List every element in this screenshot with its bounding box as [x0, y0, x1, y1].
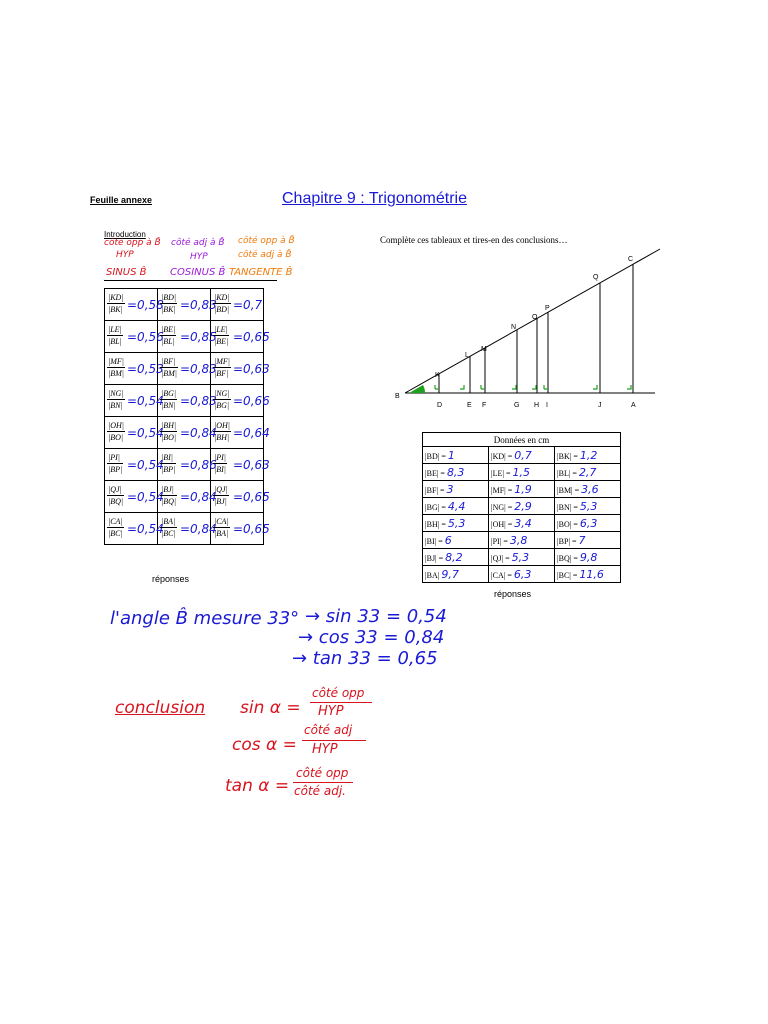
- ratio-numerator: |PI|: [214, 453, 226, 462]
- ratio-answer: =0,54: [127, 426, 164, 440]
- sin-formula-lhs: sin α =: [240, 698, 301, 718]
- cos-formula-den: HYP: [312, 742, 338, 757]
- ratio-answer: =0,65: [233, 522, 270, 536]
- ratio-fraction: [107, 324, 123, 347]
- ratio-numerator: |LE|: [108, 325, 122, 334]
- label-c: C: [628, 256, 634, 263]
- ratio-denominator: |BN|: [108, 401, 123, 410]
- ratio-cell: [158, 321, 217, 353]
- ratio-cell: [105, 353, 164, 385]
- ratio-numerator: |CA|: [214, 517, 229, 526]
- data-value: 1: [447, 448, 455, 462]
- tan-formula-lhs: tan α =: [225, 776, 290, 796]
- data-row: [423, 532, 621, 549]
- cos-header-bottom: HYP: [190, 252, 208, 262]
- ratio-numerator: |CA|: [108, 517, 123, 526]
- data-cell: [423, 481, 489, 498]
- sin-formula-num: côté opp: [312, 686, 365, 700]
- ratio-numerator: |BA|: [161, 517, 176, 526]
- data-row: [423, 481, 621, 498]
- data-table: [422, 432, 621, 583]
- data-label: |BN| =: [557, 502, 578, 512]
- cos-result: → cos 33 = 0,84: [298, 627, 445, 648]
- ratio-numerator: |BG|: [161, 389, 177, 398]
- ratio-cell: [105, 321, 164, 353]
- label-l: L: [465, 352, 469, 359]
- cos-formula-lhs: cos α =: [232, 735, 297, 755]
- ratio-denominator: |BF|: [214, 369, 229, 378]
- data-cell: [555, 532, 621, 549]
- ratio-answer: =0,63: [233, 362, 270, 376]
- ratio-denominator: |BL|: [161, 337, 175, 346]
- data-value: 11,6: [579, 567, 604, 581]
- ratio-fraction: [213, 452, 227, 475]
- ratio-denominator: |BC|: [108, 529, 123, 538]
- data-label: |BP| =: [557, 536, 577, 546]
- tan-formula-num: côté opp: [296, 766, 349, 780]
- ratio-numerator: |NG|: [108, 389, 124, 398]
- ratio-fraction: [213, 484, 229, 507]
- ratio-numerator: |LE|: [214, 325, 228, 334]
- data-label: |OH| =: [491, 519, 513, 529]
- label-g: G: [514, 402, 520, 409]
- data-value: 7: [578, 533, 586, 547]
- intro-label: Introduction: [104, 230, 146, 239]
- data-table-title: Données en cm: [423, 433, 621, 447]
- ratio-fraction: [160, 484, 177, 507]
- ratio-cell: [211, 417, 270, 449]
- data-cell: [555, 566, 621, 583]
- data-cell: [555, 515, 621, 532]
- cos-header-top: côté adj à B̂: [171, 238, 225, 248]
- data-label: |BM| =: [557, 485, 580, 495]
- data-label: |BC| =: [557, 570, 578, 580]
- ratio-fraction: [107, 388, 125, 411]
- ratio-denominator: |BJ|: [214, 497, 227, 506]
- sin-formula-den: HYP: [318, 704, 344, 719]
- label-o: O: [532, 314, 538, 321]
- data-value: 1,9: [514, 482, 532, 496]
- data-row: [423, 498, 621, 515]
- ratio-denominator: |BM|: [108, 369, 124, 378]
- ratio-denominator: |BM|: [161, 369, 177, 378]
- data-cell: [423, 566, 489, 583]
- label-j: J: [598, 402, 602, 409]
- ratio-row: [105, 289, 264, 321]
- ratio-fraction: [160, 324, 176, 347]
- ratio-answer: =0,83: [180, 298, 217, 312]
- data-label: |CA| =: [491, 570, 512, 580]
- label-q: Q: [593, 274, 599, 281]
- ratio-cell: [158, 385, 217, 417]
- sin-fraction-bar: [310, 702, 372, 703]
- ratio-answer: =0,83: [180, 394, 217, 408]
- ratio-row: [105, 417, 264, 449]
- ratio-row: [105, 449, 264, 481]
- data-value: 3,6: [581, 482, 599, 496]
- data-cell: [555, 447, 621, 464]
- ratio-answer: =0,84: [180, 522, 217, 536]
- ratio-numerator: |MF|: [214, 357, 230, 366]
- data-label: |BD| =: [425, 451, 446, 461]
- ratio-denominator: |BC|: [161, 529, 176, 538]
- data-value: 1,2: [579, 448, 598, 462]
- ratio-answer: =0,85: [180, 330, 217, 344]
- ratio-answer: =0,54: [127, 394, 164, 408]
- ratio-cell: [105, 385, 164, 417]
- data-value: 6,3: [579, 516, 598, 530]
- ratio-cell: [211, 385, 270, 417]
- data-cell: [555, 549, 621, 566]
- ratio-answer: =0,56: [127, 330, 164, 344]
- data-label: |BE| =: [425, 468, 445, 478]
- label-n: N: [511, 324, 517, 331]
- data-label: |KD| =: [491, 451, 513, 461]
- ratio-answer: =0,63: [233, 458, 270, 472]
- data-cell: [423, 549, 489, 566]
- ratio-cell: [105, 513, 164, 545]
- data-row: [423, 566, 621, 583]
- ratio-cell: [158, 353, 217, 385]
- data-label: |BH| =: [425, 519, 446, 529]
- data-cell: [555, 464, 621, 481]
- ratio-numerator: |OH|: [108, 421, 124, 430]
- data-cell: [489, 498, 555, 515]
- data-cell: [423, 464, 489, 481]
- data-cell: [489, 532, 555, 549]
- ratio-fraction: [213, 292, 231, 315]
- data-value: 3,8: [509, 533, 528, 547]
- ratio-denominator: |BQ|: [161, 497, 177, 506]
- ratio-row: [105, 321, 264, 353]
- ratio-cell: [158, 449, 217, 481]
- data-value: 6,3: [513, 567, 532, 581]
- data-label: |MF| =: [491, 485, 513, 495]
- tan-result: → tan 33 = 0,65: [292, 648, 438, 669]
- ratio-cell: [105, 417, 164, 449]
- data-value: 6: [444, 533, 452, 547]
- ratio-numerator: |BH|: [161, 421, 177, 430]
- data-value: 5,3: [579, 499, 598, 513]
- ratio-numerator: |MF|: [108, 357, 124, 366]
- ratio-cell: [211, 513, 270, 545]
- data-value: 2,7: [578, 465, 597, 479]
- conclusion-label: conclusion: [115, 698, 206, 718]
- right-angle-marks: [435, 385, 631, 389]
- data-label: |BJ| =: [425, 553, 444, 563]
- ratio-cell: [211, 449, 270, 481]
- ratio-denominator: |BP|: [161, 465, 176, 474]
- ratio-cell: [158, 417, 217, 449]
- cos-header-name: COSINUS B̂: [170, 267, 226, 278]
- ratio-fraction: [107, 484, 124, 507]
- sin-header-name: SINUS B̂: [106, 267, 147, 278]
- data-label: |BG| =: [425, 502, 446, 512]
- ratio-answer: =0,64: [233, 426, 270, 440]
- ratio-answer: =0,84: [180, 490, 217, 504]
- ratio-fraction: [213, 516, 230, 539]
- ratio-denominator: |BI|: [214, 465, 226, 474]
- ratio-fraction: [160, 356, 178, 379]
- ratio-denominator: |BK|: [161, 305, 176, 314]
- ratio-denominator: |BH|: [214, 433, 230, 442]
- ratio-numerator: |KD|: [214, 293, 230, 302]
- ratio-fraction: [160, 292, 177, 315]
- data-value: 9,7: [441, 567, 459, 581]
- ratio-answer: =0,53: [127, 362, 164, 376]
- data-value: 0,7: [514, 448, 532, 462]
- ratio-fraction: [107, 356, 125, 379]
- ratio-numerator: |BE|: [161, 325, 176, 334]
- data-label: |BA|: [425, 570, 440, 580]
- ratio-row: [105, 385, 264, 417]
- data-cell: [489, 566, 555, 583]
- ratio-answer: =0,54: [127, 458, 164, 472]
- ratio-cell: [105, 289, 164, 321]
- hypotenuse-line: [405, 249, 660, 393]
- ratio-denominator: |BG|: [214, 401, 230, 410]
- ratio-cell: [211, 353, 270, 385]
- ratio-numerator: |BF|: [160, 356, 178, 368]
- label-b: B: [395, 393, 400, 400]
- ratio-denominator: |BN|: [161, 401, 176, 410]
- data-label: |BK| =: [557, 451, 578, 461]
- data-cell: [489, 464, 555, 481]
- data-value: 8,2: [445, 550, 463, 564]
- data-value: 4,4: [447, 499, 466, 513]
- ratio-numerator: |BJ|: [160, 484, 177, 496]
- ratio-answer: =0,65: [233, 330, 270, 344]
- data-value: 2,9: [514, 499, 532, 513]
- data-label: |PI| =: [491, 536, 508, 546]
- ratio-cell: [158, 481, 217, 513]
- ratio-answer: =0,84: [180, 426, 217, 440]
- ratio-fraction: [160, 516, 177, 539]
- ratio-numerator: |QJ|: [214, 485, 228, 494]
- data-value: 5,3: [511, 550, 530, 564]
- tan-header-name: TANGENTE B̂: [229, 267, 293, 278]
- ratio-row: [105, 481, 264, 513]
- data-value: 9,8: [579, 550, 598, 564]
- data-cell: [423, 532, 489, 549]
- ratio-answer: =0,58: [127, 298, 164, 312]
- label-p: P: [545, 305, 550, 312]
- header-divider: [104, 280, 277, 281]
- ratio-denominator: |BK|: [108, 305, 123, 314]
- page-title: Chapitre 9 : Trigonométrie: [282, 190, 467, 207]
- triangle-figure: [395, 245, 670, 415]
- ratio-answer: =0,86: [180, 458, 217, 472]
- data-row: [423, 549, 621, 566]
- ratio-denominator: |BP|: [108, 465, 123, 474]
- ratio-denominator: |BO|: [161, 433, 177, 442]
- angle-note: l'angle B̂ mesure 33°: [110, 608, 300, 629]
- label-m: M: [481, 346, 487, 353]
- ratio-cell: [211, 289, 264, 321]
- data-label: |BO| =: [557, 519, 578, 529]
- responses-label-left: réponses: [152, 574, 190, 584]
- ratio-numerator: |OH|: [214, 421, 230, 430]
- label-h: H: [534, 402, 540, 409]
- ratio-fraction: [107, 420, 125, 443]
- data-cell: [489, 481, 555, 498]
- data-row: [423, 464, 621, 481]
- data-cell: [489, 549, 555, 566]
- data-row: [423, 447, 621, 464]
- ratio-denominator: |BD|: [214, 305, 230, 314]
- ratio-fraction: [213, 420, 231, 443]
- label-d: D: [437, 402, 443, 409]
- sheet-label: Feuille annexe: [90, 195, 153, 205]
- ratio-denominator: |BQ|: [108, 497, 124, 506]
- ratio-answer: =0,83: [180, 362, 217, 376]
- sin-header-top: côté opp à B̂: [104, 238, 161, 248]
- responses-label-right: réponses: [494, 589, 532, 599]
- ratio-numerator: |KD|: [108, 293, 124, 302]
- label-e: E: [467, 402, 472, 409]
- ratio-fraction: [160, 388, 177, 411]
- tan-header-bottom: côté adj à B̂: [238, 250, 292, 260]
- tan-formula-den: côté adj.: [294, 784, 346, 798]
- data-cell: [423, 447, 489, 464]
- data-cell: [555, 481, 621, 498]
- ratio-denominator: |BA|: [214, 529, 229, 538]
- data-cell: [489, 447, 555, 464]
- label-i: I: [546, 402, 548, 409]
- ratio-fraction: [107, 452, 123, 475]
- ratio-answer: =0,54: [127, 522, 164, 536]
- sin-result: → sin 33 = 0,54: [305, 606, 447, 627]
- data-label: |NG| =: [491, 502, 513, 512]
- data-value: 5,3: [447, 516, 466, 530]
- ratio-denominator: |BO|: [108, 433, 124, 442]
- data-value: 8,3: [446, 465, 465, 479]
- data-cell: [489, 515, 555, 532]
- ratio-fraction: [213, 356, 231, 379]
- ratio-answer: =0,7: [233, 298, 263, 312]
- label-f: F: [482, 402, 487, 409]
- ratio-denominator: |BE|: [214, 337, 229, 346]
- tan-fraction-bar: [293, 782, 353, 783]
- data-label: |BI| =: [425, 536, 443, 546]
- ratio-fraction: [213, 324, 229, 347]
- ratio-table: [104, 288, 270, 545]
- ratio-numerator: |PI|: [107, 452, 123, 464]
- data-row: [423, 515, 621, 532]
- ratio-fraction: [107, 292, 125, 315]
- data-cell: [555, 498, 621, 515]
- data-cell: [423, 498, 489, 515]
- ratio-answer: =0,54: [127, 490, 164, 504]
- label-k: K: [435, 372, 440, 379]
- cos-fraction-bar: [302, 740, 366, 741]
- ratio-cell: [105, 481, 164, 513]
- ratio-answer: =0,65: [233, 490, 270, 504]
- ratio-row: [105, 513, 264, 545]
- ratio-answer: =0,66: [233, 394, 270, 408]
- ratio-denominator: |BL|: [108, 337, 122, 346]
- ratio-cell: [158, 513, 217, 545]
- data-label: |BL| =: [557, 468, 577, 478]
- ratio-fraction: [160, 452, 176, 475]
- cos-formula-num: côté adj: [304, 723, 353, 737]
- data-label: |BQ| =: [557, 553, 578, 563]
- data-cell: [423, 515, 489, 532]
- ratio-fraction: [213, 388, 231, 411]
- ratio-numerator: |BD|: [161, 293, 177, 302]
- ratio-cell: [211, 481, 270, 513]
- ratio-fraction: [107, 516, 124, 539]
- data-label: |QJ| =: [491, 553, 510, 563]
- ratio-numerator: |NG|: [214, 389, 230, 398]
- ratio-cell: [158, 289, 217, 321]
- ratio-cell: [105, 449, 164, 481]
- ratio-row: [105, 353, 264, 385]
- data-label: |LE| =: [491, 468, 511, 478]
- data-value: 3: [446, 482, 454, 496]
- instruction-text: Complète ces tableaux et tires-en des conclusions…: [380, 235, 568, 245]
- ratio-cell: [211, 321, 270, 353]
- data-value: 3,4: [514, 516, 532, 530]
- ratio-numerator: |BI|: [160, 452, 176, 464]
- data-value: 1,5: [512, 465, 530, 479]
- data-label: |BF| =: [425, 485, 445, 495]
- ratio-numerator: |QJ|: [107, 484, 124, 496]
- tan-header-top: côté opp à B̂: [238, 236, 295, 246]
- ratio-fraction: [160, 420, 177, 443]
- label-a: A: [631, 402, 636, 409]
- sin-header-bottom: HYP: [116, 250, 134, 260]
